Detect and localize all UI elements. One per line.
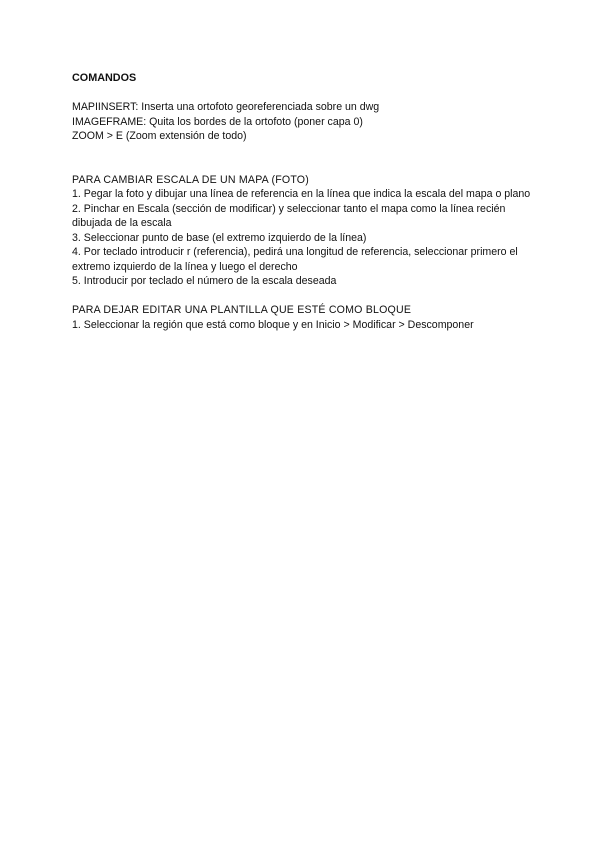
section-heading: PARA CAMBIAR ESCALA DE UN MAPA (FOTO) [72, 173, 309, 186]
spacer [72, 144, 532, 173]
command-line: ZOOM > E (Zoom extensión de todo) [72, 130, 247, 142]
step-item: 3. Seleccionar punto de base (el extremo izquierdo de la línea) [72, 231, 367, 244]
command-line: IMAGEFRAME: Quita los bordes de la ortofoto (poner capa 0) [72, 115, 363, 128]
step-item: 5. Introducir por teclado el número de la escala deseada [72, 275, 337, 287]
step-item: 2. Pinchar en Escala (sección de modificar) y seleccionar tanto el mapa como la línea recién dibujada de la escala [72, 202, 506, 229]
step-item: 1. Pegar la foto y dibujar una línea de referencia en la línea que indica la escala del mapa o plano [72, 188, 531, 200]
step-item: 1. Seleccionar la región que está como bloque y en Inicio > Modificar > Descomponer [72, 318, 474, 331]
section-edit-block-template [72, 303, 532, 332]
spacer [72, 289, 532, 304]
step-item: 4. Por teclado introducir r (referencia), pedirá una longitud de referencia, seleccionar primero el extremo izquierdo de la línea y luego el derecho [72, 246, 518, 273]
commands-list [72, 100, 532, 144]
section-change-scale [72, 173, 532, 289]
document-title: COMANDOS [72, 72, 137, 84]
document-body [72, 71, 532, 332]
command-line: MAPIINSERT: Inserta una ortofoto georeferenciada sobre un dwg [72, 101, 380, 113]
section-heading: PARA DEJAR EDITAR UNA PLANTILLA QUE ESTÉ COMO BLOQUE [72, 304, 412, 316]
